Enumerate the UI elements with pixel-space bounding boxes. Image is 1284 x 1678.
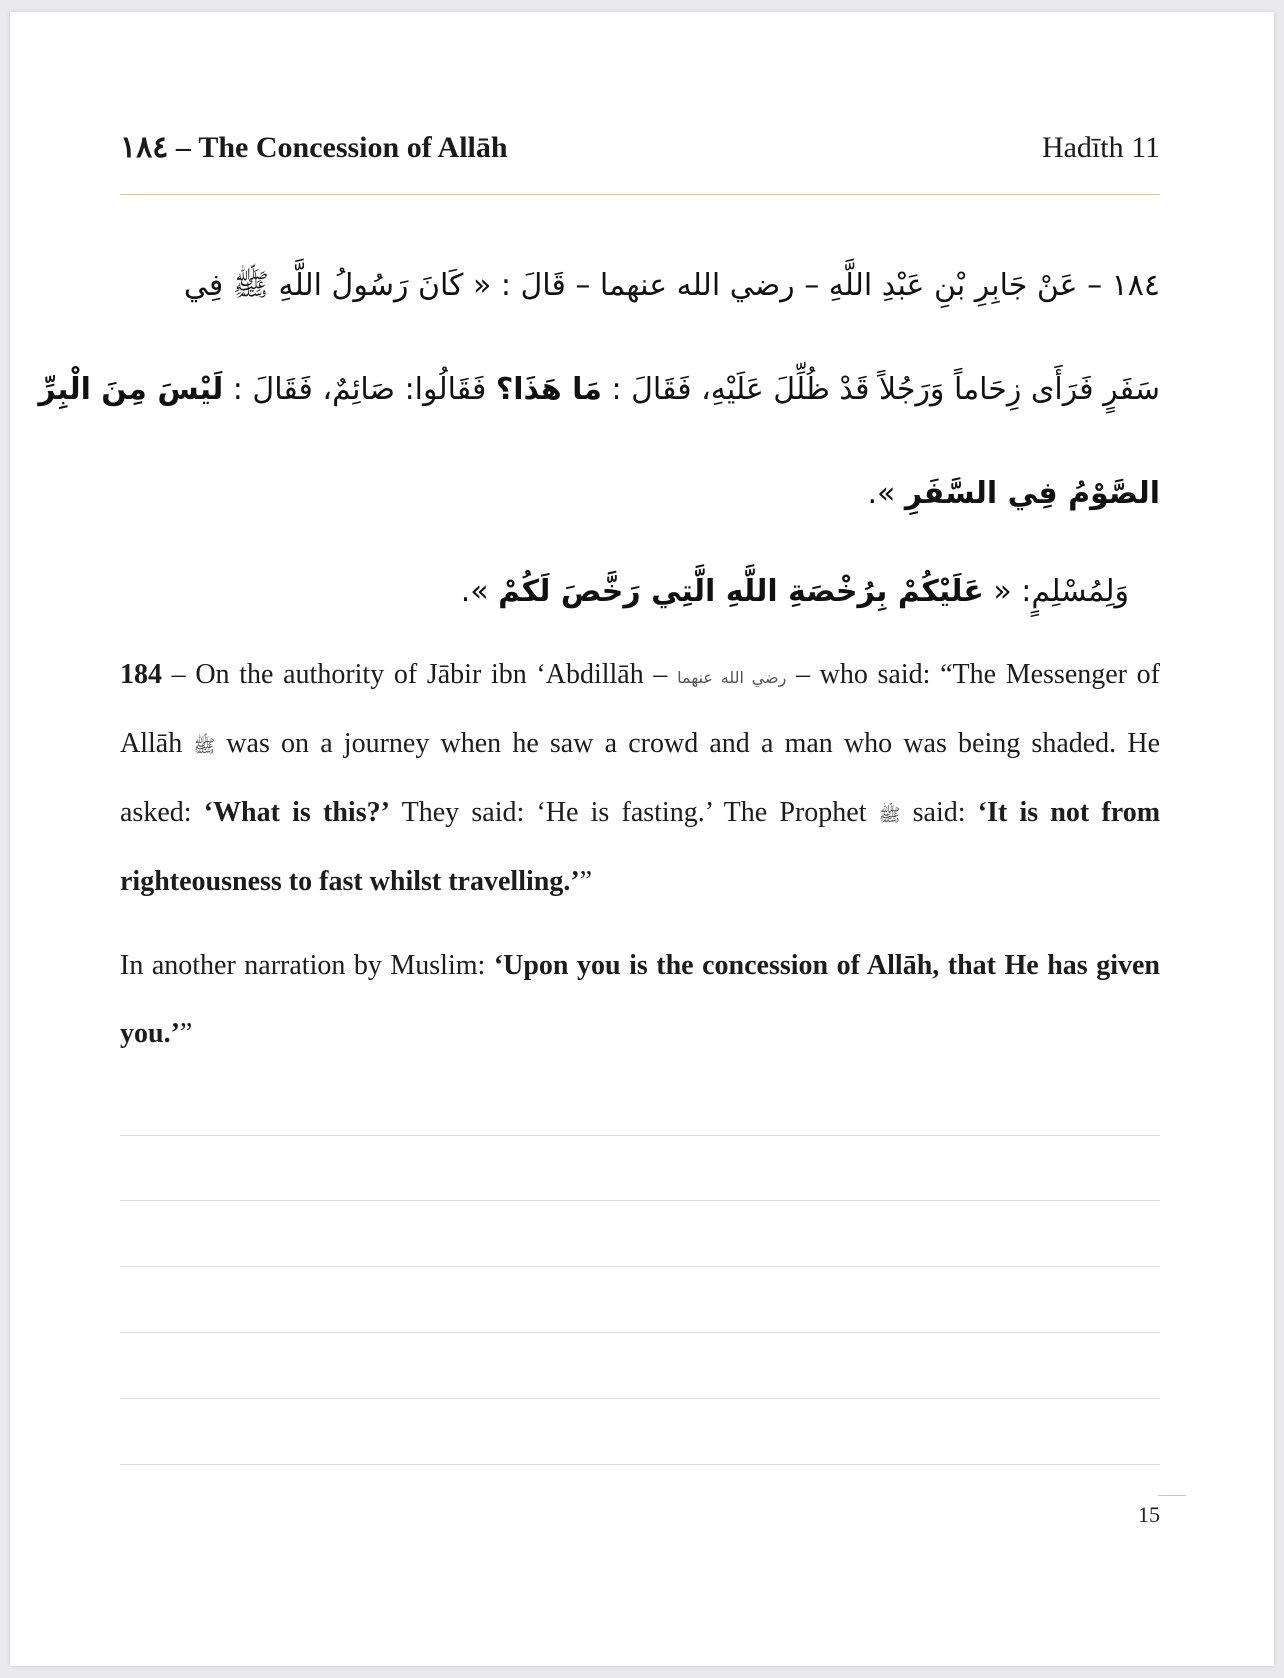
arabic-line-2-part-a: سَفَرٍ فَرَأَى زِحَاماً وَرَجُلاً قَدْ ظُلِّلَ عَلَيْهِ، فَقَالَ :	[601, 372, 1160, 407]
arabic-line-1-text: ١٨٤ – عَنْ جَابِرِ بْنِ عَبْدِ اللَّهِ – رضي الله عنهما – قَالَ : « كَانَ رَسُولُ اللَّهِ ﷺ فِي	[183, 268, 1160, 303]
arabic-hadith-text	[38, 234, 1160, 546]
english-text-d: They said: ‘He is fasting.’ The Prophet	[389, 797, 879, 828]
arabic-muslim-narration	[120, 542, 1129, 642]
page-number-divider	[1158, 1495, 1186, 1496]
note-line	[120, 1332, 1160, 1333]
page-number: 15	[1138, 1502, 1160, 1527]
hadith-number: Hadīth 11	[1041, 131, 1160, 164]
english-narration-close: ”	[179, 1018, 193, 1049]
english-text-e: said:	[900, 797, 978, 828]
page-header	[120, 130, 1160, 165]
arabic-line-2-part-c: فَقَالُوا: صَائِمٌ، فَقَالَ :	[223, 372, 496, 407]
page	[10, 12, 1274, 1666]
english-question: ‘What is this?’	[203, 797, 390, 828]
english-hadith-number: 184	[120, 659, 162, 690]
arabic-note-close: ».	[460, 574, 499, 609]
english-close-quote: ”	[579, 866, 593, 897]
arabic-saying-start: لَيْسَ مِنَ الْبِرِّ	[38, 372, 224, 407]
salutation-icon: ﷺ	[878, 805, 901, 826]
honorific-text: رضي الله عنهما	[677, 668, 787, 687]
english-muslim-narration	[120, 932, 1160, 1068]
arabic-line-1	[120, 234, 1160, 338]
arabic-saying-end: الصَّوْمُ فِي السَّفَرِ	[904, 476, 1160, 511]
note-line	[120, 1464, 1160, 1465]
arabic-line-2	[38, 338, 1160, 442]
arabic-question: مَا هَذَا؟	[495, 372, 602, 407]
note-line	[120, 1135, 1160, 1136]
note-line	[120, 1266, 1160, 1267]
arabic-line-3-close: ».	[867, 476, 905, 511]
arabic-note-prefix: وَلِمُسْلِمٍ: «	[983, 574, 1129, 609]
note-line	[120, 1200, 1160, 1201]
english-narration-quote: ‘Upon you is the concession of Allāh, that He has given you.’	[120, 950, 1160, 1049]
salutation-icon: ﷺ	[193, 736, 216, 757]
english-saying: ‘It is not from righteousness to fast whilst travelling.’	[120, 797, 1161, 897]
arabic-line-3	[120, 442, 1160, 546]
chapter-title: ١٨٤ – The Concession of Allāh	[120, 131, 508, 164]
arabic-note-quote: عَلَيْكُمْ بِرُخْصَةِ اللَّهِ الَّتِي رَخَّصَ لَكُمْ	[498, 574, 984, 609]
english-text-a: – On the authority of Jābir ibn ‘Abdillāh –	[162, 659, 678, 690]
english-text-c: was on a journey when he saw a crowd and a man who was being shaded. He asked:	[120, 728, 1160, 828]
english-text-b: – who said: “The Messenger of Allāh	[120, 659, 1161, 759]
english-narration-prefix: In another narration by Muslim:	[120, 950, 494, 981]
header-divider	[120, 194, 1160, 195]
note-line	[120, 1398, 1160, 1399]
english-translation	[120, 642, 1160, 915]
